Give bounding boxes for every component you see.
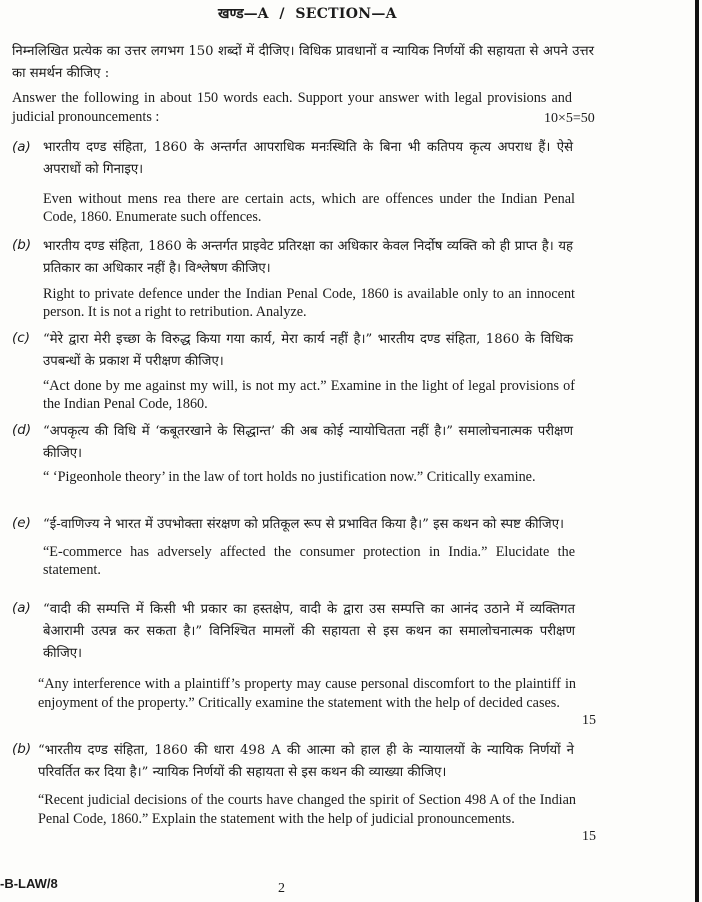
section-title-english: SECTION—A bbox=[295, 6, 397, 22]
question-hindi: भारतीय दण्ड संहिता, 1860 के अन्तर्गत आपराधिक मनःस्थिति के बिना भी कतिपय कृत्य अपराध हैं। ऐसे अपराधों को गिनाइए। bbox=[43, 140, 573, 177]
question-hindi: “ई-वाणिज्य ने भारत में उपभोक्ता संरक्षण को प्रतिकूल रूप से प्रभावित किया है।” इस कथन को स्पष्ट कीजिए। bbox=[43, 517, 564, 532]
section-title-separator: / bbox=[279, 6, 285, 22]
question-hindi: “मेरे द्वारा मेरी इच्छा के विरुद्ध किया गया कार्य, मेरा कार्य नहीं है।” भारतीय दण्ड संहिता, 1860 के विधिक उपबन्धों के प्रकाश में परीक्षण कीजिए। bbox=[43, 332, 573, 369]
page-number: 2 bbox=[278, 881, 285, 896]
question-english: Even without mens rea there are certain acts, which are offences under the Indian Penal Code, 1860. Enumerate such offences. bbox=[43, 191, 575, 225]
question-marks: 15 bbox=[582, 713, 596, 728]
question-label: (b) bbox=[12, 741, 32, 757]
question-label: (c) bbox=[12, 330, 30, 346]
question-label: (e) bbox=[12, 515, 31, 531]
intro-hindi: निम्नलिखित प्रत्येक का उत्तर लगभग 150 शब्दों में दीजिए। विधिक प्रावधानों व न्यायिक निर्णयों की सहायता से अपने उत्तर का समर्थन कीजिए : bbox=[12, 44, 594, 81]
question-marks: 15 bbox=[582, 829, 596, 844]
section-header bbox=[218, 4, 397, 23]
question-hindi: “वादी की सम्पत्ति में किसी भी प्रकार का हस्तक्षेप, वादी के द्वारा उस सम्पत्ति का आनंद उठाने में व्यक्तिगत बेआरामी उत्पन्न कर सकता है।” विनिश्चित मामलों की सहायता से इस कथन का समालोचनात्मक परीक्षण कीजिए। bbox=[43, 602, 575, 661]
question-hindi: “अपकृत्य की विधि में ‘कबूतरखाने के सिद्धान्त’ की अब कोई न्यायोचितता नहीं है।” समालोचनात्मक परीक्षण कीजिए। bbox=[43, 424, 573, 461]
intro-english: Answer the following in about 150 words each. Support your answer with legal provisions and judicial pronouncements : bbox=[12, 90, 572, 125]
intro-marks: 10×5=50 bbox=[544, 111, 595, 126]
question-english: “Act done by me against my will, is not my act.” Examine in the light of legal provisions of the Indian Penal Code, 1860. bbox=[43, 378, 575, 412]
question-label: (a) bbox=[12, 139, 31, 155]
section-title-hindi: खण्ड—A bbox=[218, 6, 269, 22]
question-english: “E-commerce has adversely affected the consumer protection in India.” Elucidate the statement. bbox=[43, 544, 575, 578]
question-label: (a) bbox=[12, 600, 31, 616]
question-label: (d) bbox=[12, 422, 32, 438]
question-english: “Any interference with a plaintiff’s property may cause personal discomfort to the plaintiff in enjoyment of the property.” Critically examine the statement with the help of decided cases. bbox=[38, 676, 576, 711]
question-english: “Recent judicial decisions of the courts have changed the spirit of Section 498 A of the Indian Penal Code, 1860.” Explain the statement with the help of judicial pronouncements. bbox=[38, 792, 576, 827]
question-hindi: भारतीय दण्ड संहिता, 1860 के अन्तर्गत प्राइवेट प्रतिरक्षा का अधिकार केवल निर्दोष व्यक्ति को ही प्राप्त है। यह प्रतिकार का अधिकार नहीं है। विश्लेषण कीजिए। bbox=[43, 239, 573, 276]
scan-edge-rule bbox=[695, 0, 699, 902]
question-english: “ ‘Pigeonhole theory’ in the law of tort holds no justification now.” Critically examine. bbox=[43, 469, 536, 485]
paper-code: -B-LAW/8 bbox=[0, 876, 58, 891]
question-english: Right to private defence under the Indian Penal Code, 1860 is available only to an innocent person. It is not a right to retribution. Analyze. bbox=[43, 286, 575, 320]
question-label: (b) bbox=[12, 237, 32, 253]
question-hindi: “भारतीय दण्ड संहिता, 1860 की धारा 498 A की आत्मा को हाल ही के न्यायालयों के न्यायिक निर्णयों ने परिवर्तित कर दिया है।” न्यायिक निर्णयों की सहायता से इस कथन की व्याख्या कीजिए। bbox=[38, 743, 574, 780]
